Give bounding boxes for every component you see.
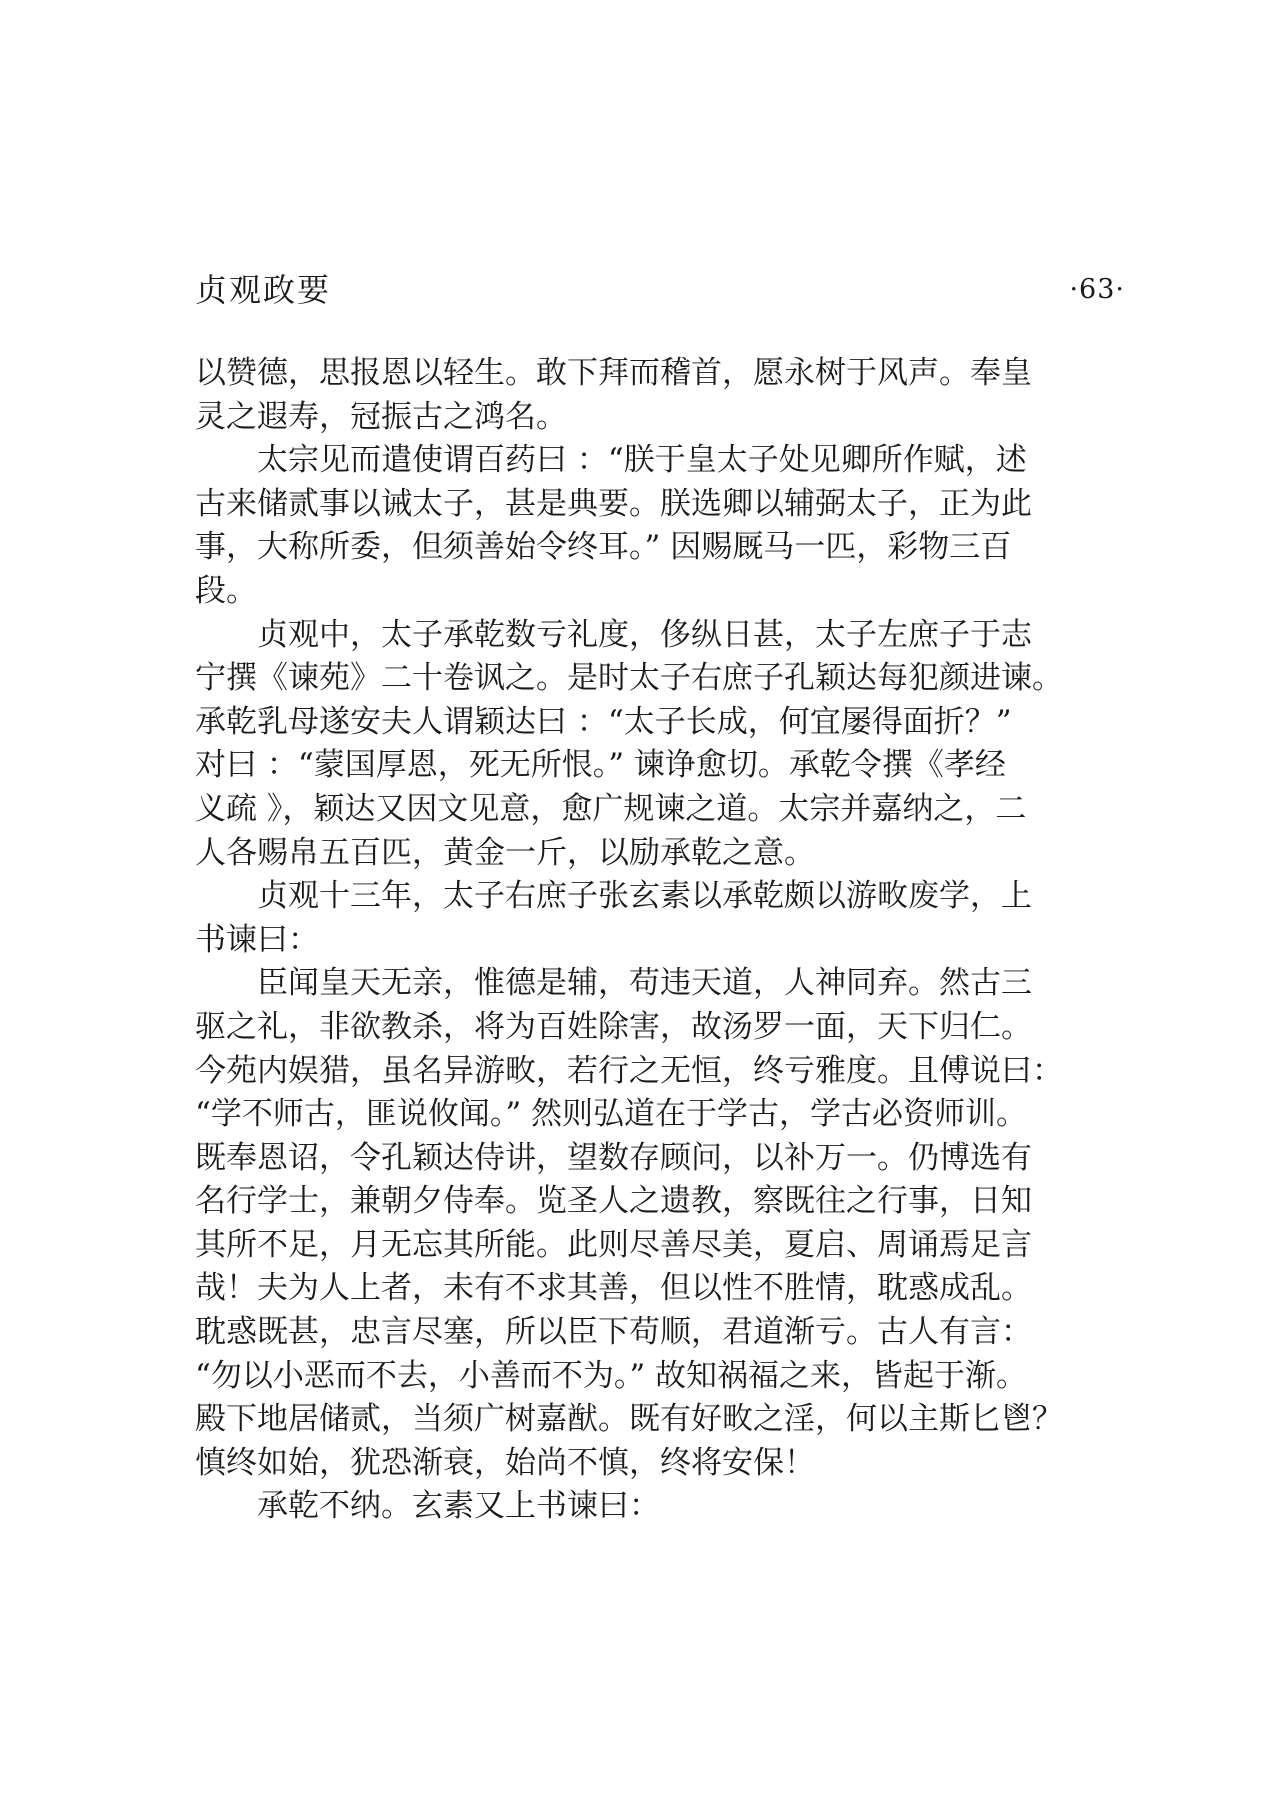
text-line: 古来储贰事以诫太子，甚是典要。朕选卿以辅弼太子，正为此 (195, 485, 1032, 522)
text-line: 慎终如始，犹恐渐衰，始尚不慎，终将安保！ (195, 1444, 815, 1481)
text-line: 既奉恩诏，令孔颖达侍讲，望数存顾问，以补万一。仍博选有 (195, 1139, 1032, 1176)
text-line: 哉！夫为人上者，未有不求其善，但以性不胜情，耽惑成乱。 (195, 1270, 1032, 1307)
text-line: 殿下地居储贰，当须广树嘉猷。既有好畋之淫，何以主斯匕鬯？ (195, 1401, 1063, 1438)
text-line: 对曰 ：“蒙国厚恩，死无所恨。” 谏诤愈切。承乾令撰《孝经 (195, 747, 1006, 784)
text-line: 段。 (195, 572, 257, 609)
running-header (195, 268, 1125, 312)
page-number: ·63· (1069, 274, 1125, 305)
text-line: 今苑内娱猎，虽名异游畋，若行之无恒，终亏雅度。且傅说曰： (195, 1052, 1063, 1089)
text-line: “学不师古，匪说攸闻。” 然则弘道在于学古，学古必资师训。 (195, 1096, 1028, 1133)
text-line: 书谏曰： (195, 921, 319, 958)
text-line: 耽惑既甚，忠言尽塞，所以臣下苟顺，君道渐亏。古人有言： (195, 1314, 1032, 1351)
text-line: 承乾乳母遂安夫人谓颖达曰 ：“太子长成，何宜屡得面折？” (195, 703, 1012, 740)
text-line: 人各赐帛五百匹，黄金一斤，以励承乾之意。 (195, 834, 815, 871)
paragraph-first-line: 太宗见而遣使谓百药曰 ：“朕于皇太子处见卿所作赋，述 (257, 442, 1027, 479)
text-line: 事，大称所委，但须善始令终耳。” 因赐厩马一匹，彩物三百 (195, 529, 1012, 566)
paragraph-first-line: 贞观中，太子承乾数亏礼度，侈纵日甚，太子左庶子于志 (257, 616, 1032, 653)
text-line: 义疏 》，颖达又因文见意，愈广规谏之道。太宗并嘉纳之，二 (195, 790, 1027, 827)
text-line: 名行学士，兼朝夕侍奉。览圣人之遗教，察既往之行事，日知 (195, 1183, 1032, 1220)
text-line: 宁撰《谏苑》二十卷讽之。是时太子右庶子孔颖达每犯颜进谏。 (195, 660, 1063, 697)
text-line: 驱之礼，非欲教杀，将为百姓除害，故汤罗一面，天下归仁。 (195, 1008, 1032, 1045)
body-text (195, 352, 1125, 1529)
text-line: 以赞德，思报恩以轻生。敢下拜而稽首，愿永树于风声。奉皇 (195, 355, 1032, 391)
book-title: 贞观政要 (195, 271, 332, 309)
paragraph-first-line: 臣闻皇天无亲，惟德是辅，苟违天道，人神同弃。然古三 (257, 965, 1032, 1002)
paragraph-first-line: 贞观十三年，太子右庶子张玄素以承乾颇以游畋废学，上 (257, 878, 1032, 915)
paragraph-first-line: 承乾不纳。玄素又上书谏曰： (257, 1488, 660, 1525)
text-line: 其所不足，月无忘其所能。此则尽善尽美，夏启、周诵焉足言 (195, 1226, 1032, 1263)
text-line: 灵之遐寿，冠振古之鸿名。 (195, 398, 567, 435)
text-line: “勿以小恶而不去，小善而不为。” 故知祸福之来，皆起于渐。 (195, 1357, 1028, 1394)
